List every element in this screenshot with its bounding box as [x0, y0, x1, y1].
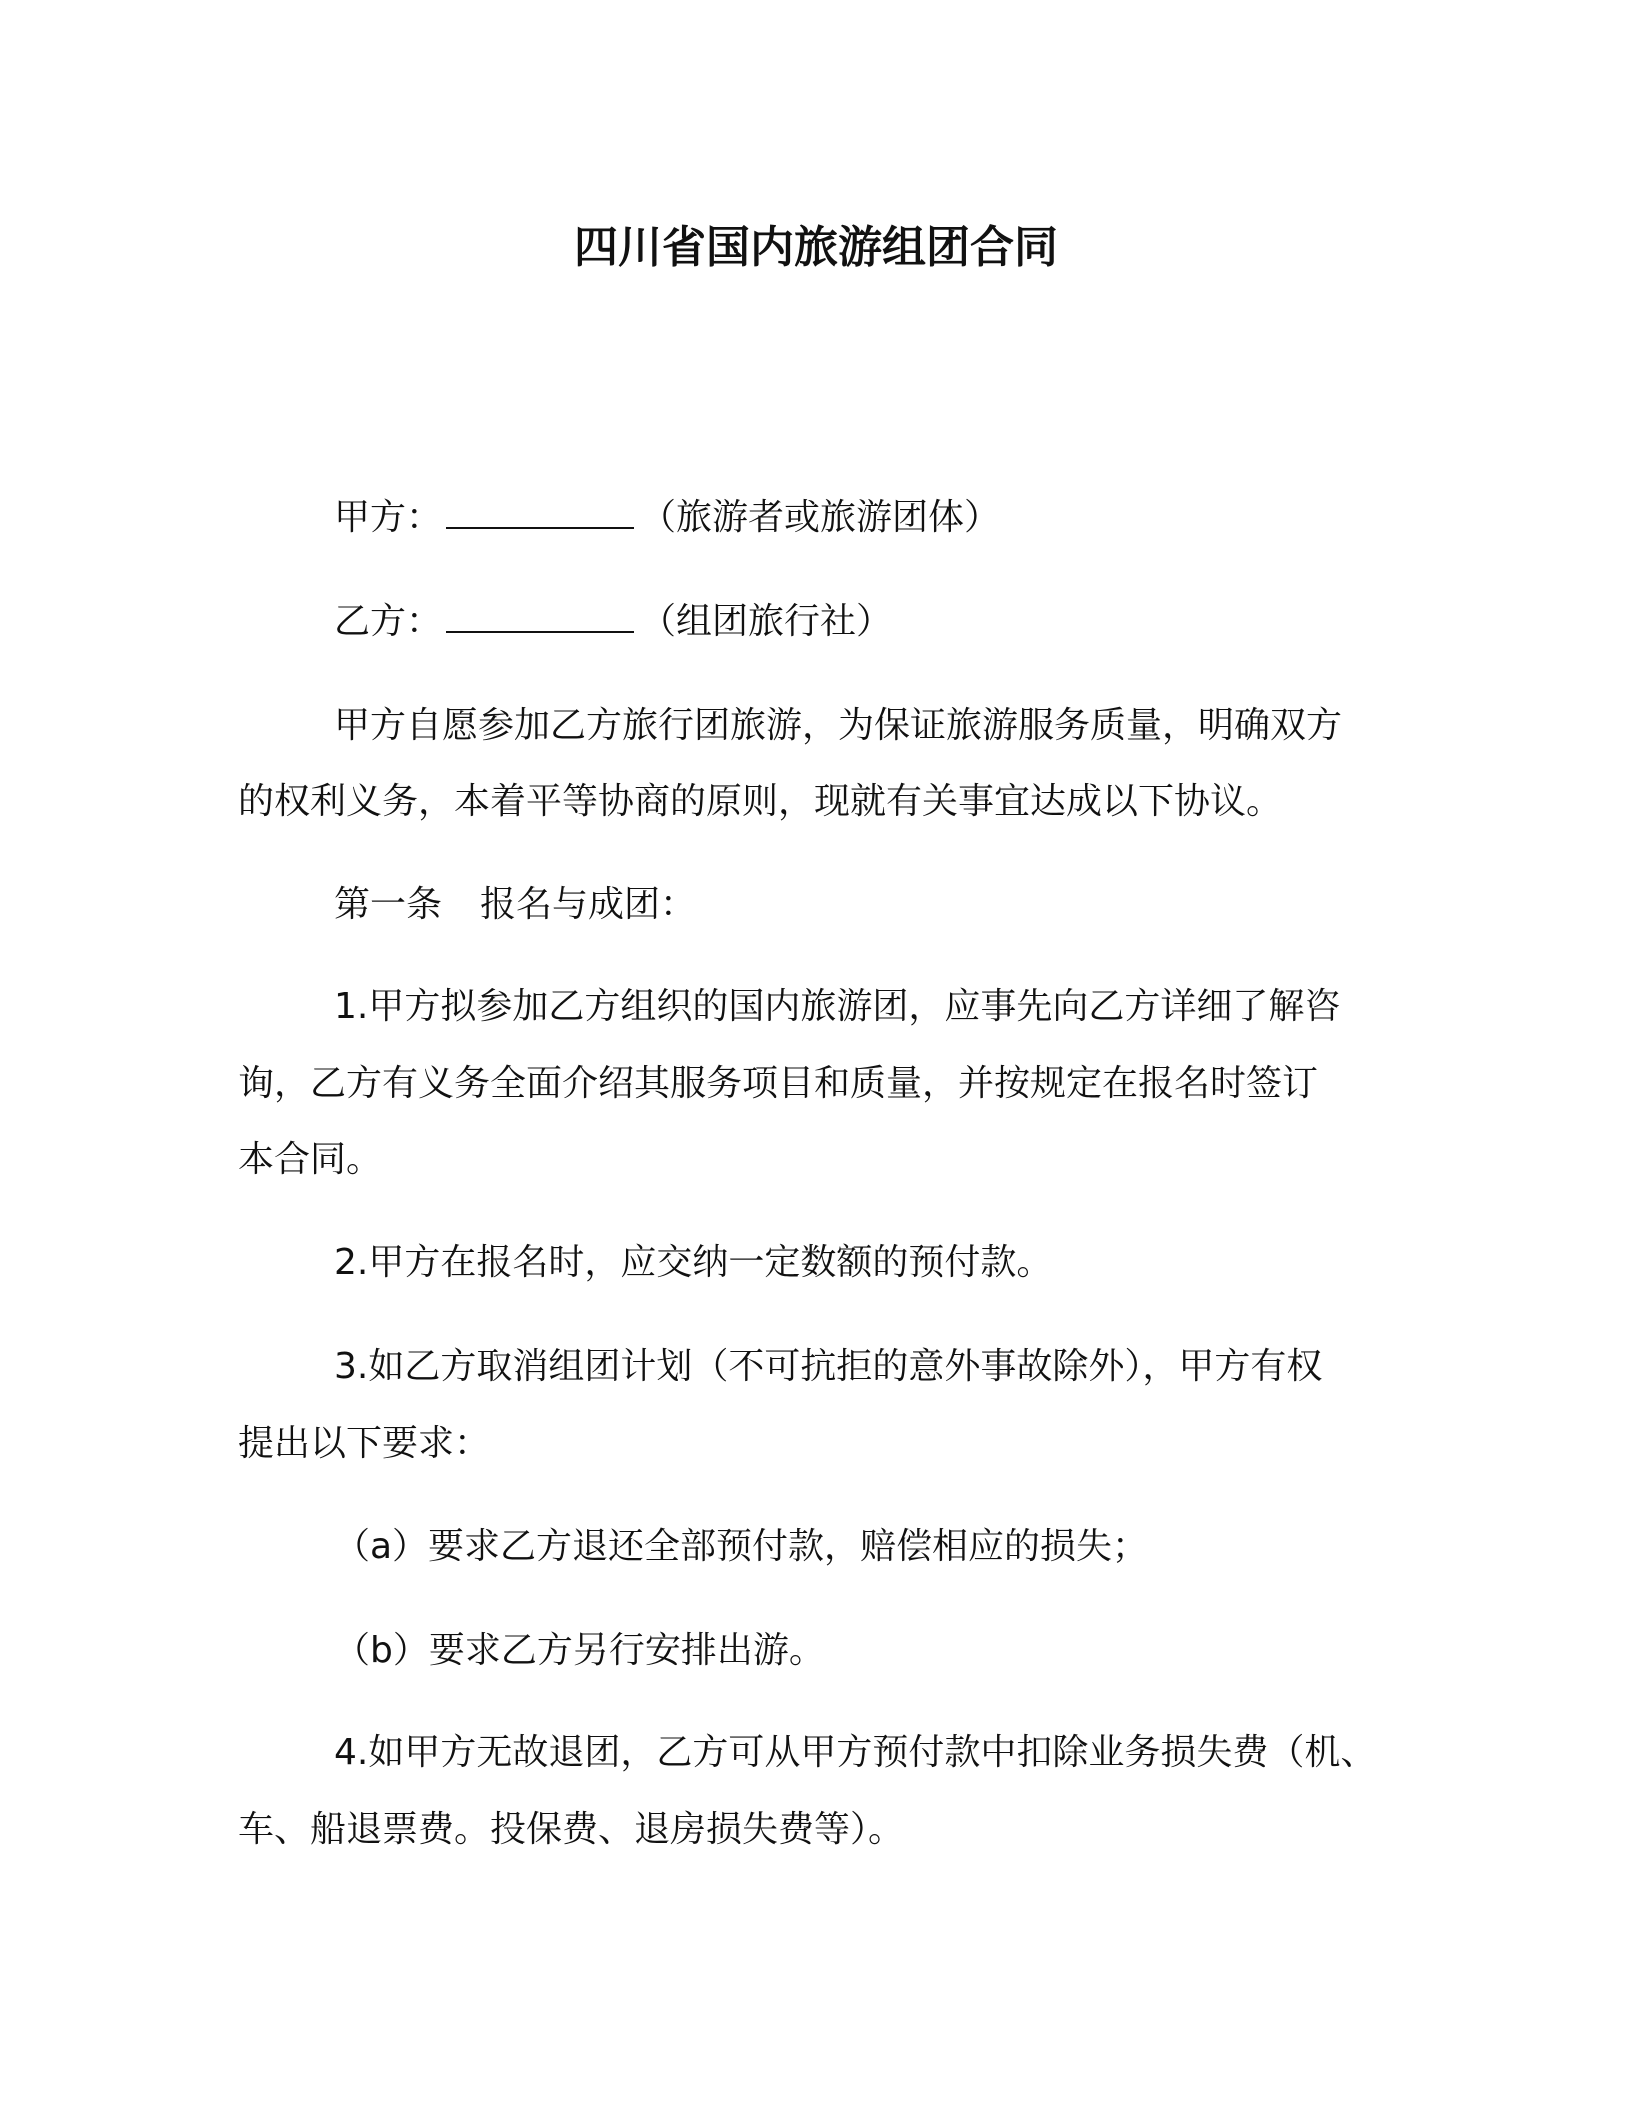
article-1-heading — [334, 880, 696, 930]
party-a-note: （旅游者或旅游团体） — [640, 497, 1001, 538]
party-b-blank — [446, 597, 634, 633]
preamble-line-2: 的权利义务，本着平等协商的原则，现就有关事宜达成以下协议。 — [238, 781, 1283, 822]
item-3a-line: （a）要求乙方退还全部预付款，赔偿相应的损失； — [334, 1526, 1149, 1567]
preamble-line-1: 甲方自愿参加乙方旅行团旅游，为保证旅游服务质量，明确双方 — [334, 705, 1343, 746]
item-4-line-2: 车、船退票费。投保费、退房损失费等）。 — [238, 1809, 905, 1850]
item-1-line-1: 1.甲方拟参加乙方组织的国内旅游团，应事先向乙方详细了解咨 — [334, 986, 1341, 1027]
party-b-label: 乙方： — [334, 601, 443, 642]
item-4-line-1: 4.如甲方无故退团，乙方可从甲方预付款中扣除业务损失费（机、 — [334, 1732, 1377, 1773]
party-a-line — [334, 493, 1000, 543]
party-b-note: （组团旅行社） — [640, 601, 893, 642]
item-3-line-1: 3.如乙方取消组团计划（不可抗拒的意外事故除外），甲方有权 — [334, 1346, 1323, 1387]
party-b-line — [334, 597, 892, 647]
party-a-blank — [446, 493, 634, 529]
article-1-title: 报名与成团： — [480, 884, 697, 925]
article-1-number: 第一条 — [334, 884, 443, 925]
item-3-line-2: 提出以下要求： — [238, 1423, 491, 1464]
item-2-line: 2.甲方在报名时，应交纳一定数额的预付款。 — [334, 1242, 1053, 1283]
document-title: 四川省国内旅游组团合同 — [574, 222, 1058, 273]
item-1-line-2: 询，乙方有义务全面介绍其服务项目和质量，并按规定在报名时签订 — [238, 1063, 1319, 1104]
party-a-label: 甲方： — [334, 497, 443, 538]
item-1-line-3: 本合同。 — [238, 1139, 383, 1180]
item-3b-line: （b）要求乙方另行安排出游。 — [334, 1630, 825, 1671]
